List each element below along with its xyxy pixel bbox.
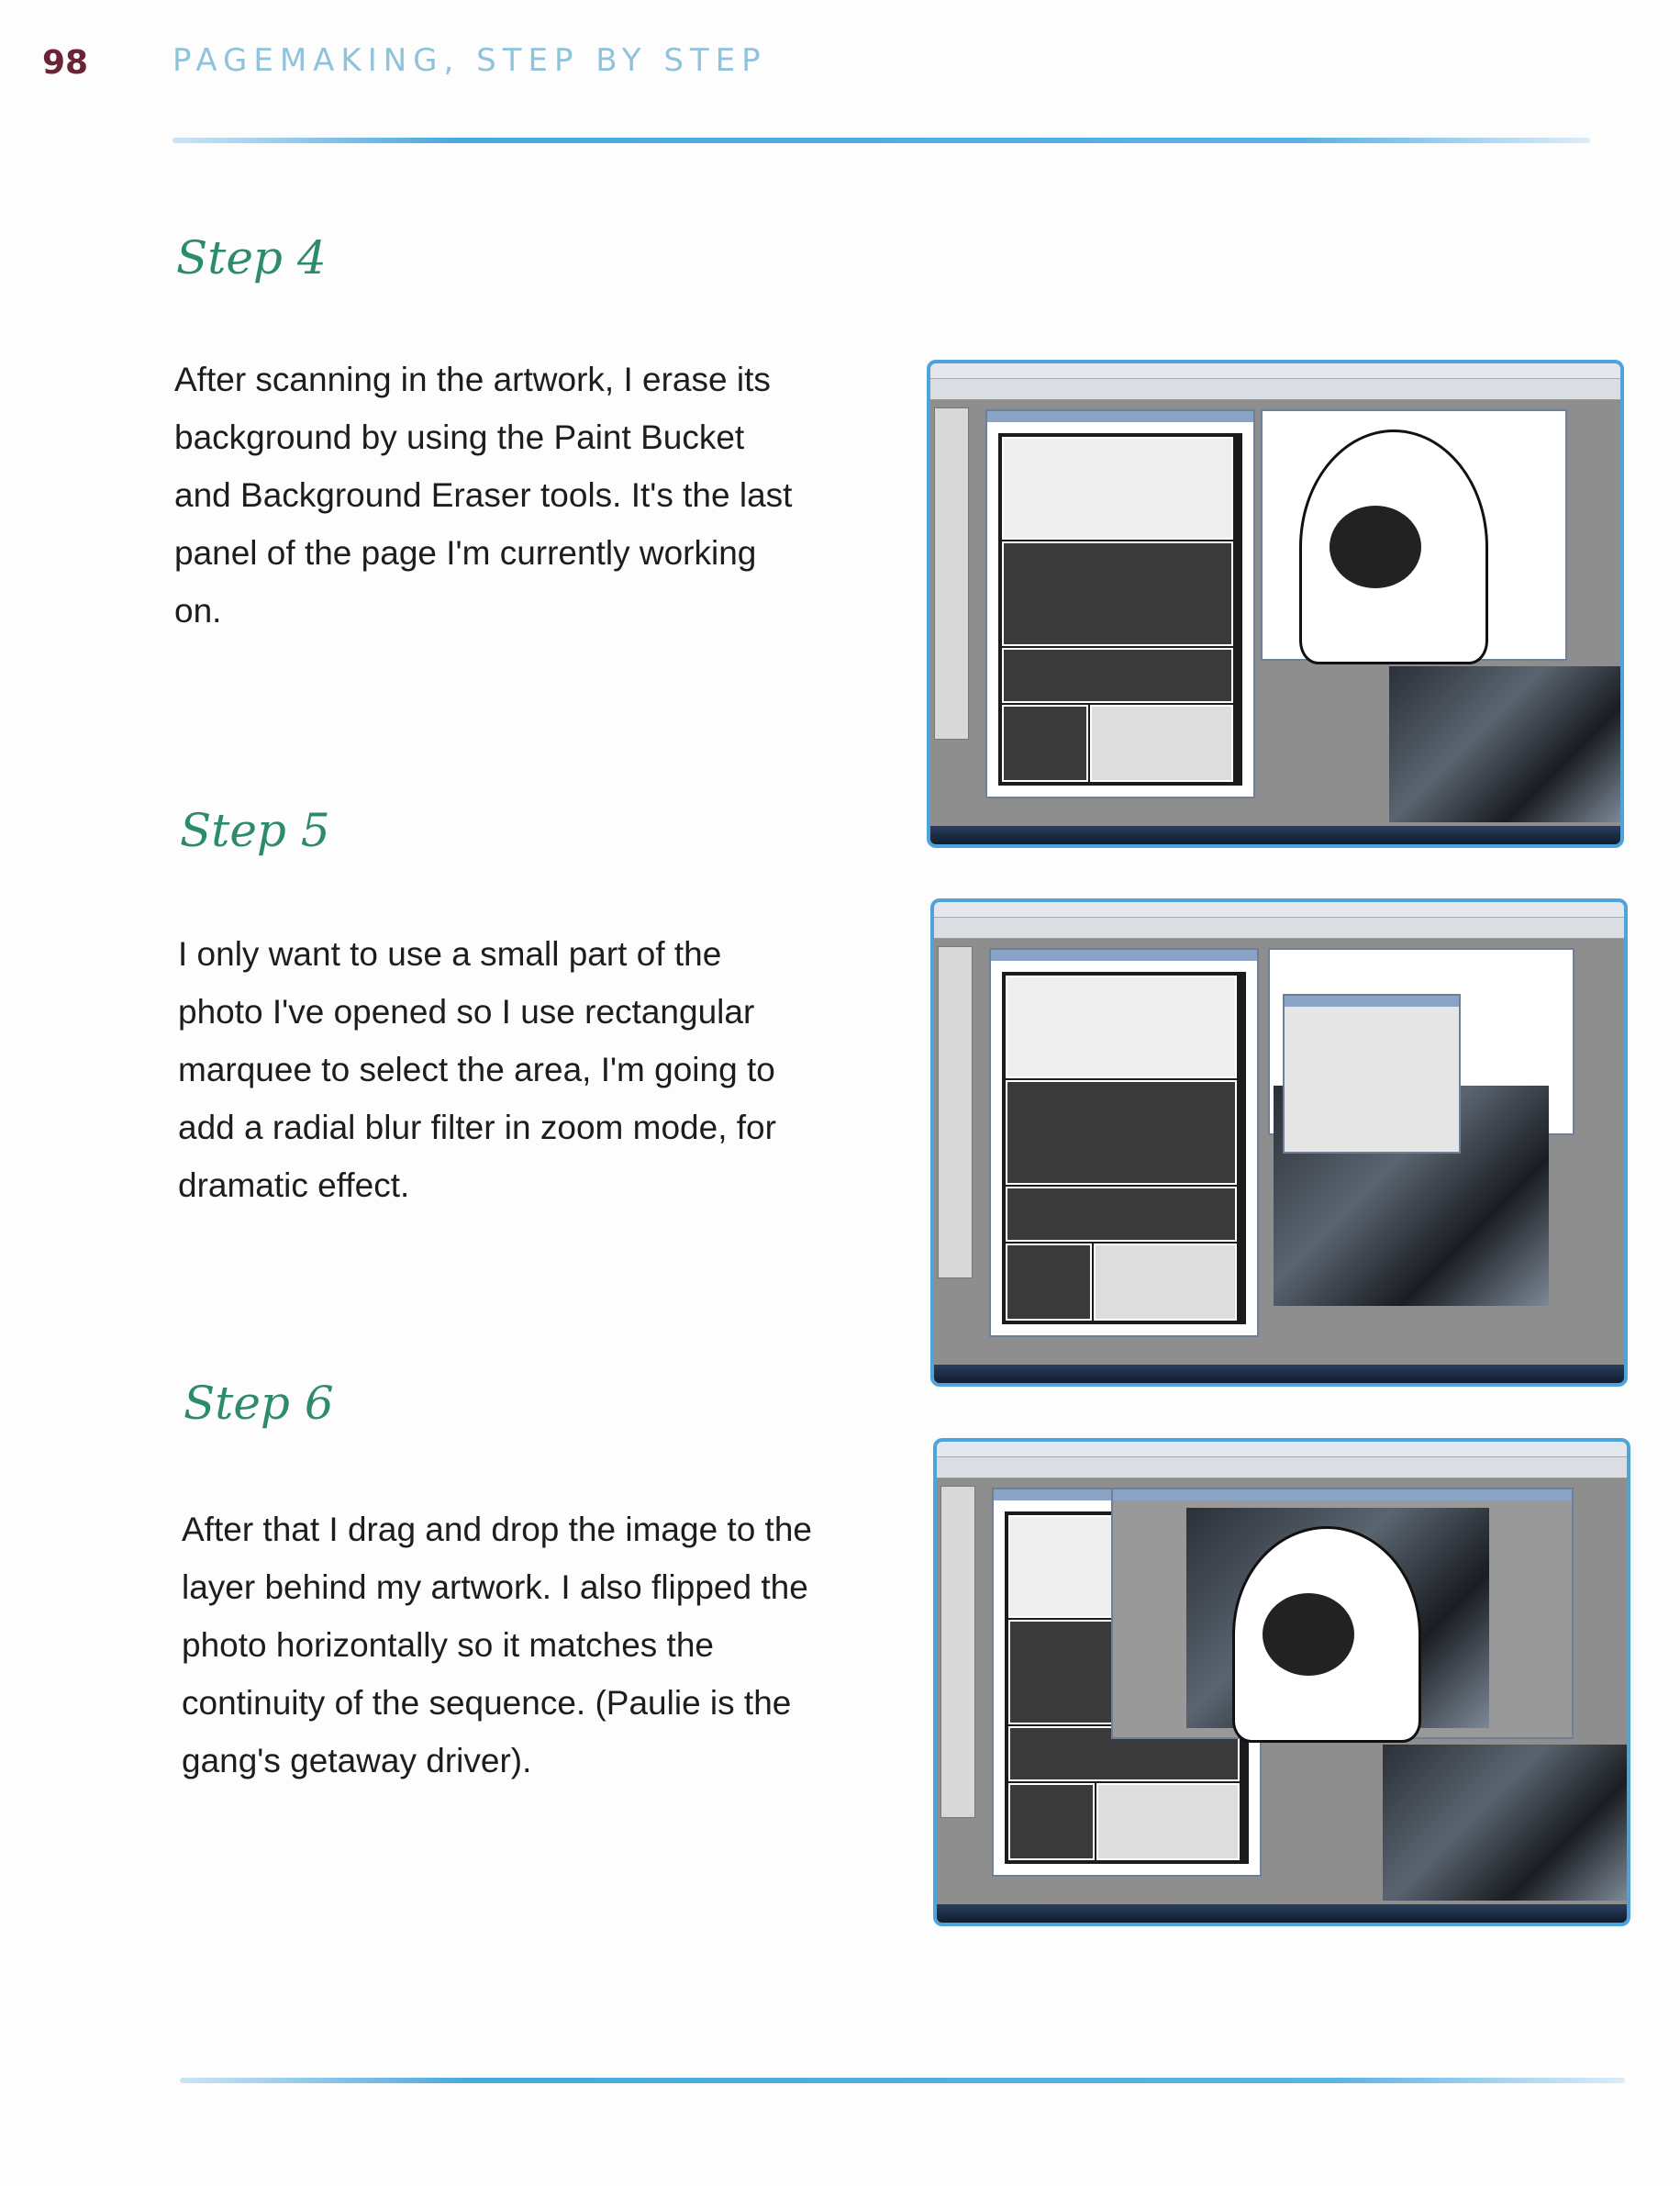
step-6-screenshot: [933, 1438, 1630, 1926]
page-number: 98: [42, 44, 89, 82]
step-5-screenshot: [930, 898, 1628, 1387]
car-photo: [1389, 666, 1620, 822]
bottom-rule: [180, 2078, 1625, 2083]
options-bar: [937, 1457, 1627, 1478]
menu-bar: [930, 363, 1620, 379]
comic-page-window: [985, 409, 1255, 798]
menu-bar: [934, 902, 1624, 918]
taskbar: [937, 1904, 1627, 1923]
step-4-heading: Step 4: [176, 231, 327, 284]
top-rule: [172, 138, 1590, 143]
step-4-text: After scanning in the artwork, I erase its background by using the Paint Bucket and Background Eraser tools. It's the last panel of the page I'm currently working on.: [174, 361, 793, 630]
comic-page-window: [989, 948, 1259, 1337]
toolbox: [940, 1486, 975, 1818]
running-title: PAGEMAKING, STEP BY STEP: [172, 42, 767, 79]
step-5-text: I only want to use a small part of the photo I've opened so I use rectangular marquee to select the area, I'm going to add a radial blur filter in zoom mode, for dramatic effect.: [178, 935, 776, 1204]
step-5-heading: Step 5: [180, 804, 330, 857]
toolbox: [938, 946, 973, 1278]
car-photo: [1383, 1745, 1627, 1901]
taskbar: [934, 1365, 1624, 1383]
options-bar: [930, 379, 1620, 400]
step-6-text: After that I drag and drop the image to the layer behind my artwork. I also flipped the photo horizontally so it matches the continuity of the sequence. (Paulie is the gang's getaway driver).: [182, 1511, 812, 1779]
step-4-screenshot: [927, 360, 1624, 848]
panel-window: [1261, 409, 1567, 661]
radial-blur-dialog: [1283, 994, 1461, 1154]
taskbar: [930, 826, 1620, 844]
step-6-heading: Step 6: [184, 1377, 334, 1430]
toolbox: [934, 407, 969, 740]
menu-bar: [937, 1442, 1627, 1457]
options-bar: [934, 918, 1624, 939]
panel-window: [1111, 1488, 1574, 1739]
